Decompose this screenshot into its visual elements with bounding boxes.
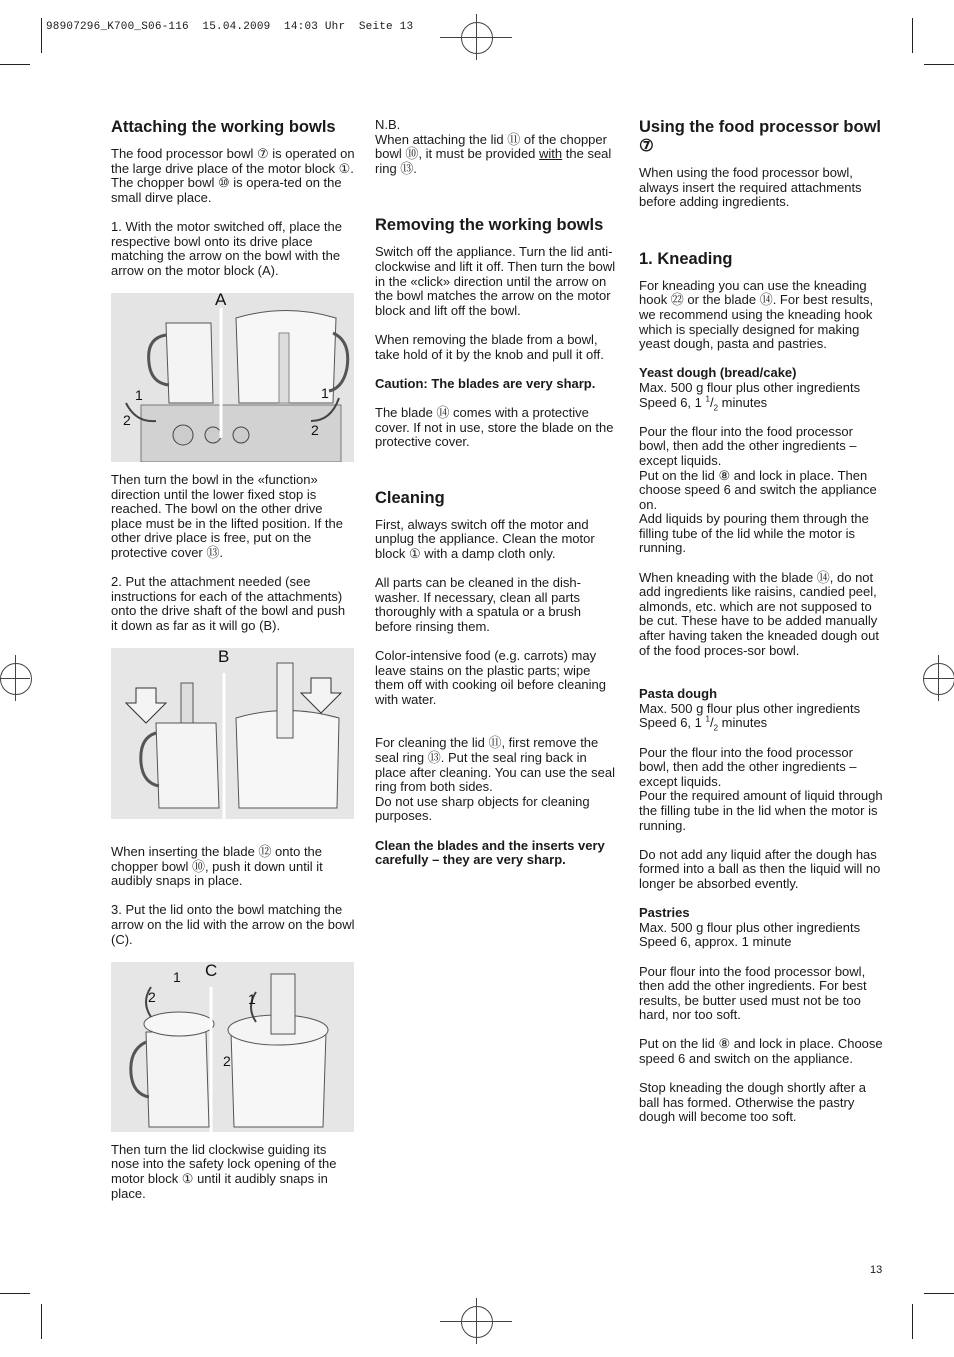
paragraph: Put on the lid ⑧ and lock in place. Choose speed 6 and switch on the appliance. (639, 1036, 883, 1067)
crop-mark (41, 1304, 42, 1339)
paragraph: Stop kneading the dough shortly after a ball has formed. Otherwise the pastry dough will become too soft. (639, 1080, 866, 1125)
figure-a (111, 293, 354, 462)
recipe-line: Max. 500 g flour plus other ingredients (639, 700, 861, 716)
section-title-cleaning: Cleaning (375, 488, 445, 507)
crop-mark (924, 64, 954, 65)
crop-mark (924, 1293, 954, 1294)
paragraph: Pour the flour into the food processor bowl, then add the other ingredients – except liquids. (639, 423, 857, 468)
step-number: 2 (311, 421, 319, 438)
paragraph: Pour the required amount of liquid through the filling tube in the lid when the motor is running. (639, 788, 883, 833)
page-number: 13 (870, 1264, 883, 1276)
recipe-speed: Speed 6, approx. 1 minute (639, 934, 792, 950)
column-1 (111, 118, 355, 1216)
nb-paragraph: When attaching the lid ⑪ of the chopper bowl ⑩, it must be provided with the seal ring ⑬. (375, 131, 612, 176)
figure-c (111, 962, 354, 1132)
paragraph: Then turn the lid clockwise guiding its nose into the safety lock opening of the motor block ① until it audibly snaps in place. (111, 1141, 337, 1201)
paragraph: Pour flour into the food processor bowl, then add the other ingredients. For best results, be butter used must not be too hard, nor too soft. (639, 963, 867, 1023)
paragraph: Do not use sharp objects for cleaning purposes. (375, 793, 590, 824)
caution-text: Caution: The blades are very sharp. (375, 375, 596, 391)
print-header: 98907296_K700_S06-116 15.04.2009 14:03 Uhr Seite 13 (46, 21, 414, 33)
warning-text: Clean the blades and the inserts very carefully – they are very sharp. (375, 837, 605, 868)
recipe-title-yeast: Yeast dough (bread/cake) (639, 365, 797, 381)
paragraph: 3. Put the lid onto the bowl matching the arrow on the lid with the arrow on the bowl (C). (111, 902, 355, 947)
paragraph: First, always switch off the motor and unplug the appliance. Clean the motor block ① with a damp cloth only. (375, 516, 595, 561)
paragraph: 2. Put the attachment needed (see instructions for each of the attachments) onto the drive shaft of the bowl and push it down as far as it will go (B). (111, 574, 346, 633)
figure-label-c: C (205, 961, 218, 980)
column-3 (639, 118, 883, 1140)
figure-label-b: B (218, 648, 230, 667)
crop-mark (0, 1293, 30, 1294)
paragraph: Color-intensive food (e.g. carrots) may leave stains on the plastic parts; wipe them off with cooking oil before cleaning with water. (375, 648, 607, 707)
step-number: 1 (248, 990, 256, 1007)
paragraph: When inserting the blade ⑫ onto the chopper bowl ⑩, push it down until it audibly snaps in place. (111, 844, 323, 889)
paragraph: Switch off the appliance. Turn the lid anti-clockwise and lift it off. Then turn the bowl in the «click» direction until the arrow on the bowl matches the arrow on the motor block and lift off the bowl. (375, 244, 616, 318)
figure-label-a: A (215, 292, 227, 309)
crop-mark (0, 64, 30, 65)
column-2 (375, 118, 619, 882)
paragraph: Put on the lid ⑧ and lock in place. Then choose speed 6 and switch the appliance on. (639, 467, 877, 512)
crop-mark (41, 18, 42, 53)
recipe-speed: Speed 6, 1 $^1/_2$ minutes (639, 715, 768, 733)
paragraph: All parts can be cleaned in the dish-washer. If necessary, clean all parts thoroughly with a spatula or a brush before rinsing them. (375, 575, 581, 634)
paragraph: Do not add any liquid after the dough has formed into a ball as then the liquid will no longer be absorbed evently. (639, 846, 881, 891)
paragraph: When kneading with the blade ⑭, do not add ingredients like raisins, candied peel, almonds, etc. which are not supposed to be cut. These have to be added manually after having taken the kneaded dough out of the food proces-sor bowl. (639, 569, 879, 658)
section-title-using: Using the food processor bowl ⑦ (639, 118, 882, 155)
section-title-removing: Removing the working bowls (375, 216, 604, 235)
recipe-title-pasta: Pasta dough (639, 686, 718, 702)
crop-mark (912, 1304, 913, 1339)
paragraph: The food processor bowl ⑦ is operated on the large drive place of the motor block ①. The chopper bowl ⑩ is opera-ted on the small dirve place. (111, 146, 355, 205)
recipe-speed: Speed 6, 1 $^1/_2$ minutes (639, 394, 768, 413)
step-number: 1 (173, 968, 181, 985)
paragraph: For cleaning the lid ⑪, first remove the seal ring ⑬. Put the seal ring back in place after cleaning. You can use the seal ring from both sides. (375, 735, 615, 795)
attachment-insertion-illustration (111, 648, 354, 819)
step-number: 2 (148, 988, 156, 1005)
paragraph: When using the food processor bowl, always insert the required attachments before adding ingredients. (639, 165, 862, 210)
step-number: 2 (123, 411, 131, 428)
lid-placement-illustration (111, 962, 354, 1132)
paragraph: Then turn the bowl in the «function» direction until the lower fixed stop is reached. The bowl on the other drive place must be in the lifted position. If the other drive place is free, put on the protective cover ⑬. (111, 471, 343, 560)
paragraph: Pour the flour into the food processor bowl, then add the other ingredients – except liquids. (639, 744, 857, 789)
step-number: 2 (223, 1052, 231, 1069)
section-title-kneading: 1. Kneading (639, 249, 733, 268)
paragraph: For kneading you can use the kneading hook ㉒ or the blade ⑭. For best results, we recommend using the kneading hook which is specially designed for making yeast dough, pasta and pastries. (639, 277, 874, 352)
paragraph: 1. With the motor switched off, place the respective bowl onto its drive place matching the arrow on the bowl with the arrow on the motor block (A). (111, 218, 342, 278)
section-title-attaching: Attaching the working bowls (111, 118, 336, 136)
paragraph: When removing the blade from a bowl, take hold of it by the knob and pull it off. (375, 331, 604, 362)
paragraph: The blade ⑭ comes with a protective cover. If not in use, store the blade on the protective cover. (375, 404, 614, 450)
paragraph: Add liquids by pouring them through the filling tube of the lid while the motor is running. (639, 511, 869, 556)
recipe-title-pastries: Pastries (639, 905, 690, 921)
crop-mark (912, 18, 913, 53)
step-number: 1 (321, 384, 329, 401)
recipe-line: Max. 500 g flour plus other ingredients (639, 379, 861, 395)
figure-b (111, 648, 354, 819)
recipe-line: Max. 500 g flour plus other ingredients (639, 919, 861, 935)
step-number: 1 (135, 386, 143, 403)
nb-label: N.B. (375, 117, 401, 132)
